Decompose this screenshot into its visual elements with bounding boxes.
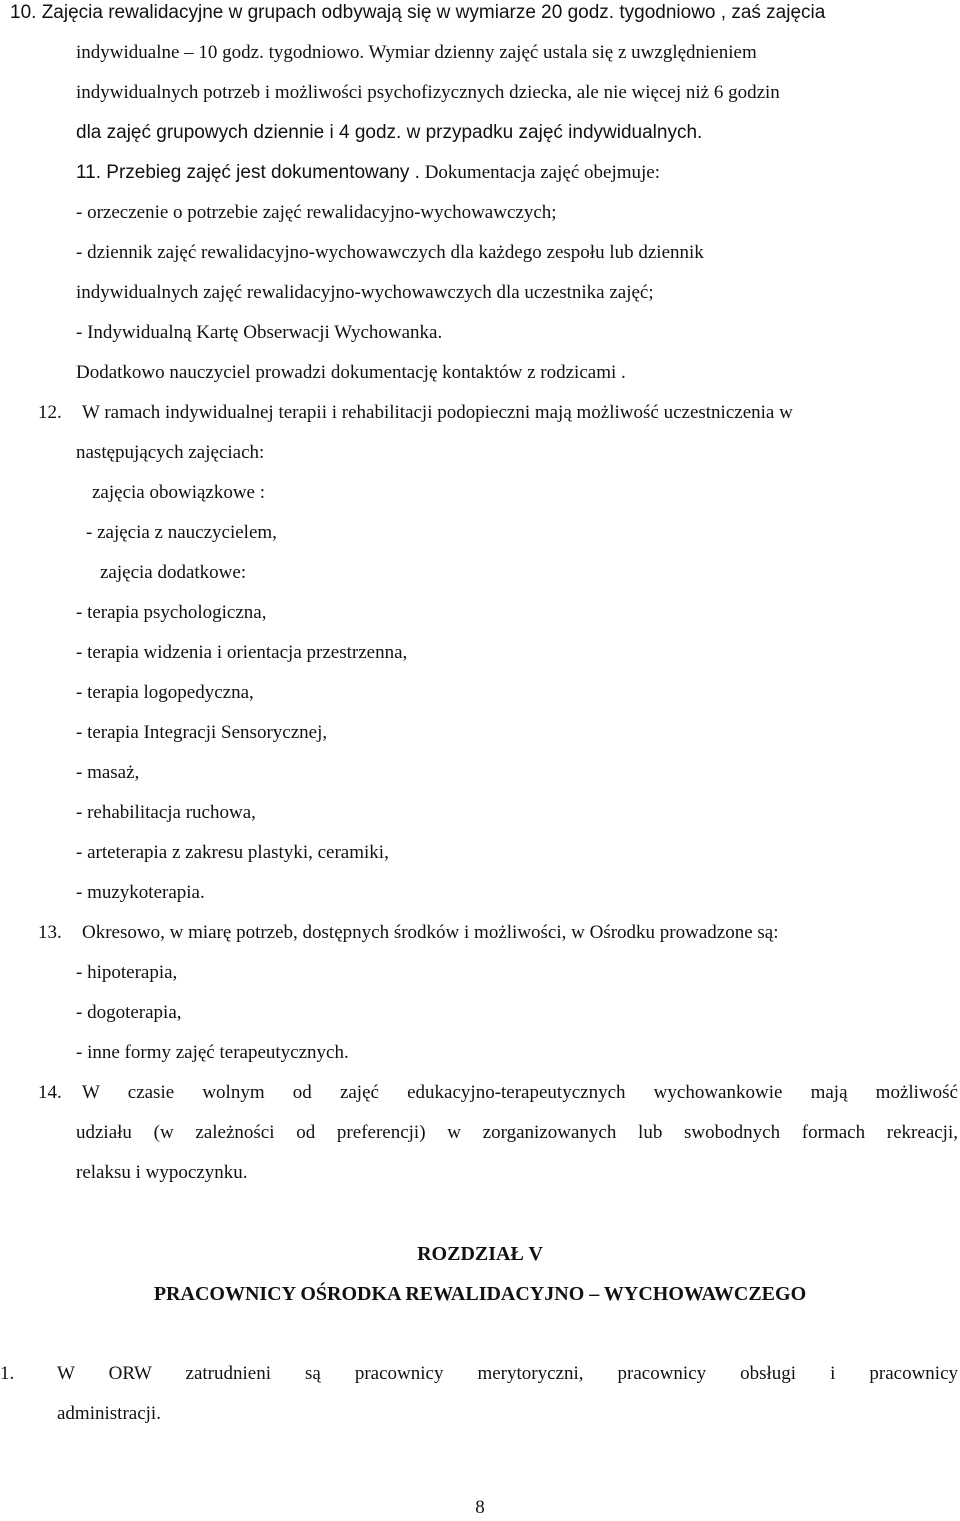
- item14-line3: relaksu i wypoczynku.: [76, 1162, 248, 1183]
- item11-line3: - dziennik zajęć rewalidacyjno-wychowawczych dla każdego zespołu lub dziennik: [76, 242, 704, 263]
- item12-line5: zajęcia dodatkowe:: [100, 562, 247, 583]
- list-item: - masaż,: [76, 762, 140, 783]
- item12-number: 12.: [38, 402, 62, 423]
- list-item: - dogoterapia,: [76, 1002, 182, 1023]
- item11-line4: indywidualnych zajęć rewalidacyjno-wychowawczych dla uczestnika zajęć;: [76, 282, 654, 303]
- list-item: - terapia psychologiczna,: [76, 602, 267, 623]
- chapter-title: ROZDZIAŁ V: [417, 1243, 543, 1265]
- list-item: - terapia Integracji Sensorycznej,: [76, 722, 328, 743]
- item12-line2: następujących zajęciach:: [76, 442, 265, 463]
- item12-line4: - zajęcia z nauczycielem,: [86, 522, 277, 543]
- item12-line3: zajęcia obowiązkowe :: [92, 482, 266, 503]
- item10-line1: 10. Zajęcia rewalidacyjne w grupach odbywają się w wymiarze 20 godz. tygodniowo , zaś zajęcia: [10, 2, 826, 23]
- item13-number: 13.: [38, 922, 62, 943]
- item10-line4: dla zajęć grupowych dziennie i 4 godz. w przypadku zajęć indywidualnych.: [76, 122, 703, 143]
- section1-line2: administracji.: [57, 1403, 161, 1424]
- list-item: - terapia widzenia i orientacja przestrzenna,: [76, 642, 408, 663]
- item11-line2: - orzeczenie o potrzebie zajęć rewalidacyjno-wychowawczych;: [76, 202, 557, 223]
- item11-line1-start: 11. Przebieg zajęć jest dokumentowany .: [76, 162, 420, 183]
- list-item: - inne formy zajęć terapeutycznych.: [76, 1042, 349, 1063]
- item10-line3: indywidualnych potrzeb i możliwości psychofizycznych dziecka, ale nie więcej niż 6 godzin: [76, 82, 780, 103]
- item11-line1: [76, 161, 660, 185]
- item11-line6: Dodatkowo nauczyciel prowadzi dokumentację kontaktów z rodzicami .: [76, 362, 626, 383]
- item12-line1: W ramach indywidualnej terapii i rehabilitacji podopieczni mają możliwość uczestniczenia w: [82, 402, 793, 423]
- list-item: - muzykoterapia.: [76, 882, 205, 903]
- item11-line5: - Indywidualną Kartę Obserwacji Wychowanka.: [76, 322, 443, 343]
- item14-line2: udziału (w zależności od preferencji) w zorganizowanych lub swobodnych formach rekreacji,: [76, 1122, 958, 1143]
- item10-line2: indywidualne – 10 godz. tygodniowo. Wymiar dzienny zajęć ustala się z uwzględnieniem: [76, 42, 757, 63]
- list-item: - rehabilitacja ruchowa,: [76, 802, 256, 823]
- section1-line1: W ORW zatrudnieni są pracownicy merytoryczni, pracownicy obsługi i pracownicy: [57, 1363, 958, 1384]
- item14-number: 14.: [38, 1082, 62, 1103]
- item14-line1: W czasie wolnym od zajęć edukacyjno-terapeutycznych wychowankowie mają możliwość: [82, 1082, 958, 1103]
- item13-line1: Okresowo, w miarę potrzeb, dostępnych środków i możliwości, w Ośrodku prowadzone są:: [82, 922, 779, 943]
- chapter-subtitle: PRACOWNICY OŚRODKA REWALIDACYJNO – WYCHOWAWCZEGO: [153, 1283, 807, 1305]
- item11-line1-end: Dokumentacja zajęć obejmuje:: [419, 162, 660, 183]
- page-number: 8: [475, 1497, 485, 1518]
- section1-number: 1.: [0, 1363, 15, 1384]
- list-item: - terapia logopedyczna,: [76, 682, 254, 703]
- list-item: - arteterapia z zakresu plastyki, ceramiki,: [76, 842, 389, 863]
- list-item: - hipoterapia,: [76, 962, 178, 983]
